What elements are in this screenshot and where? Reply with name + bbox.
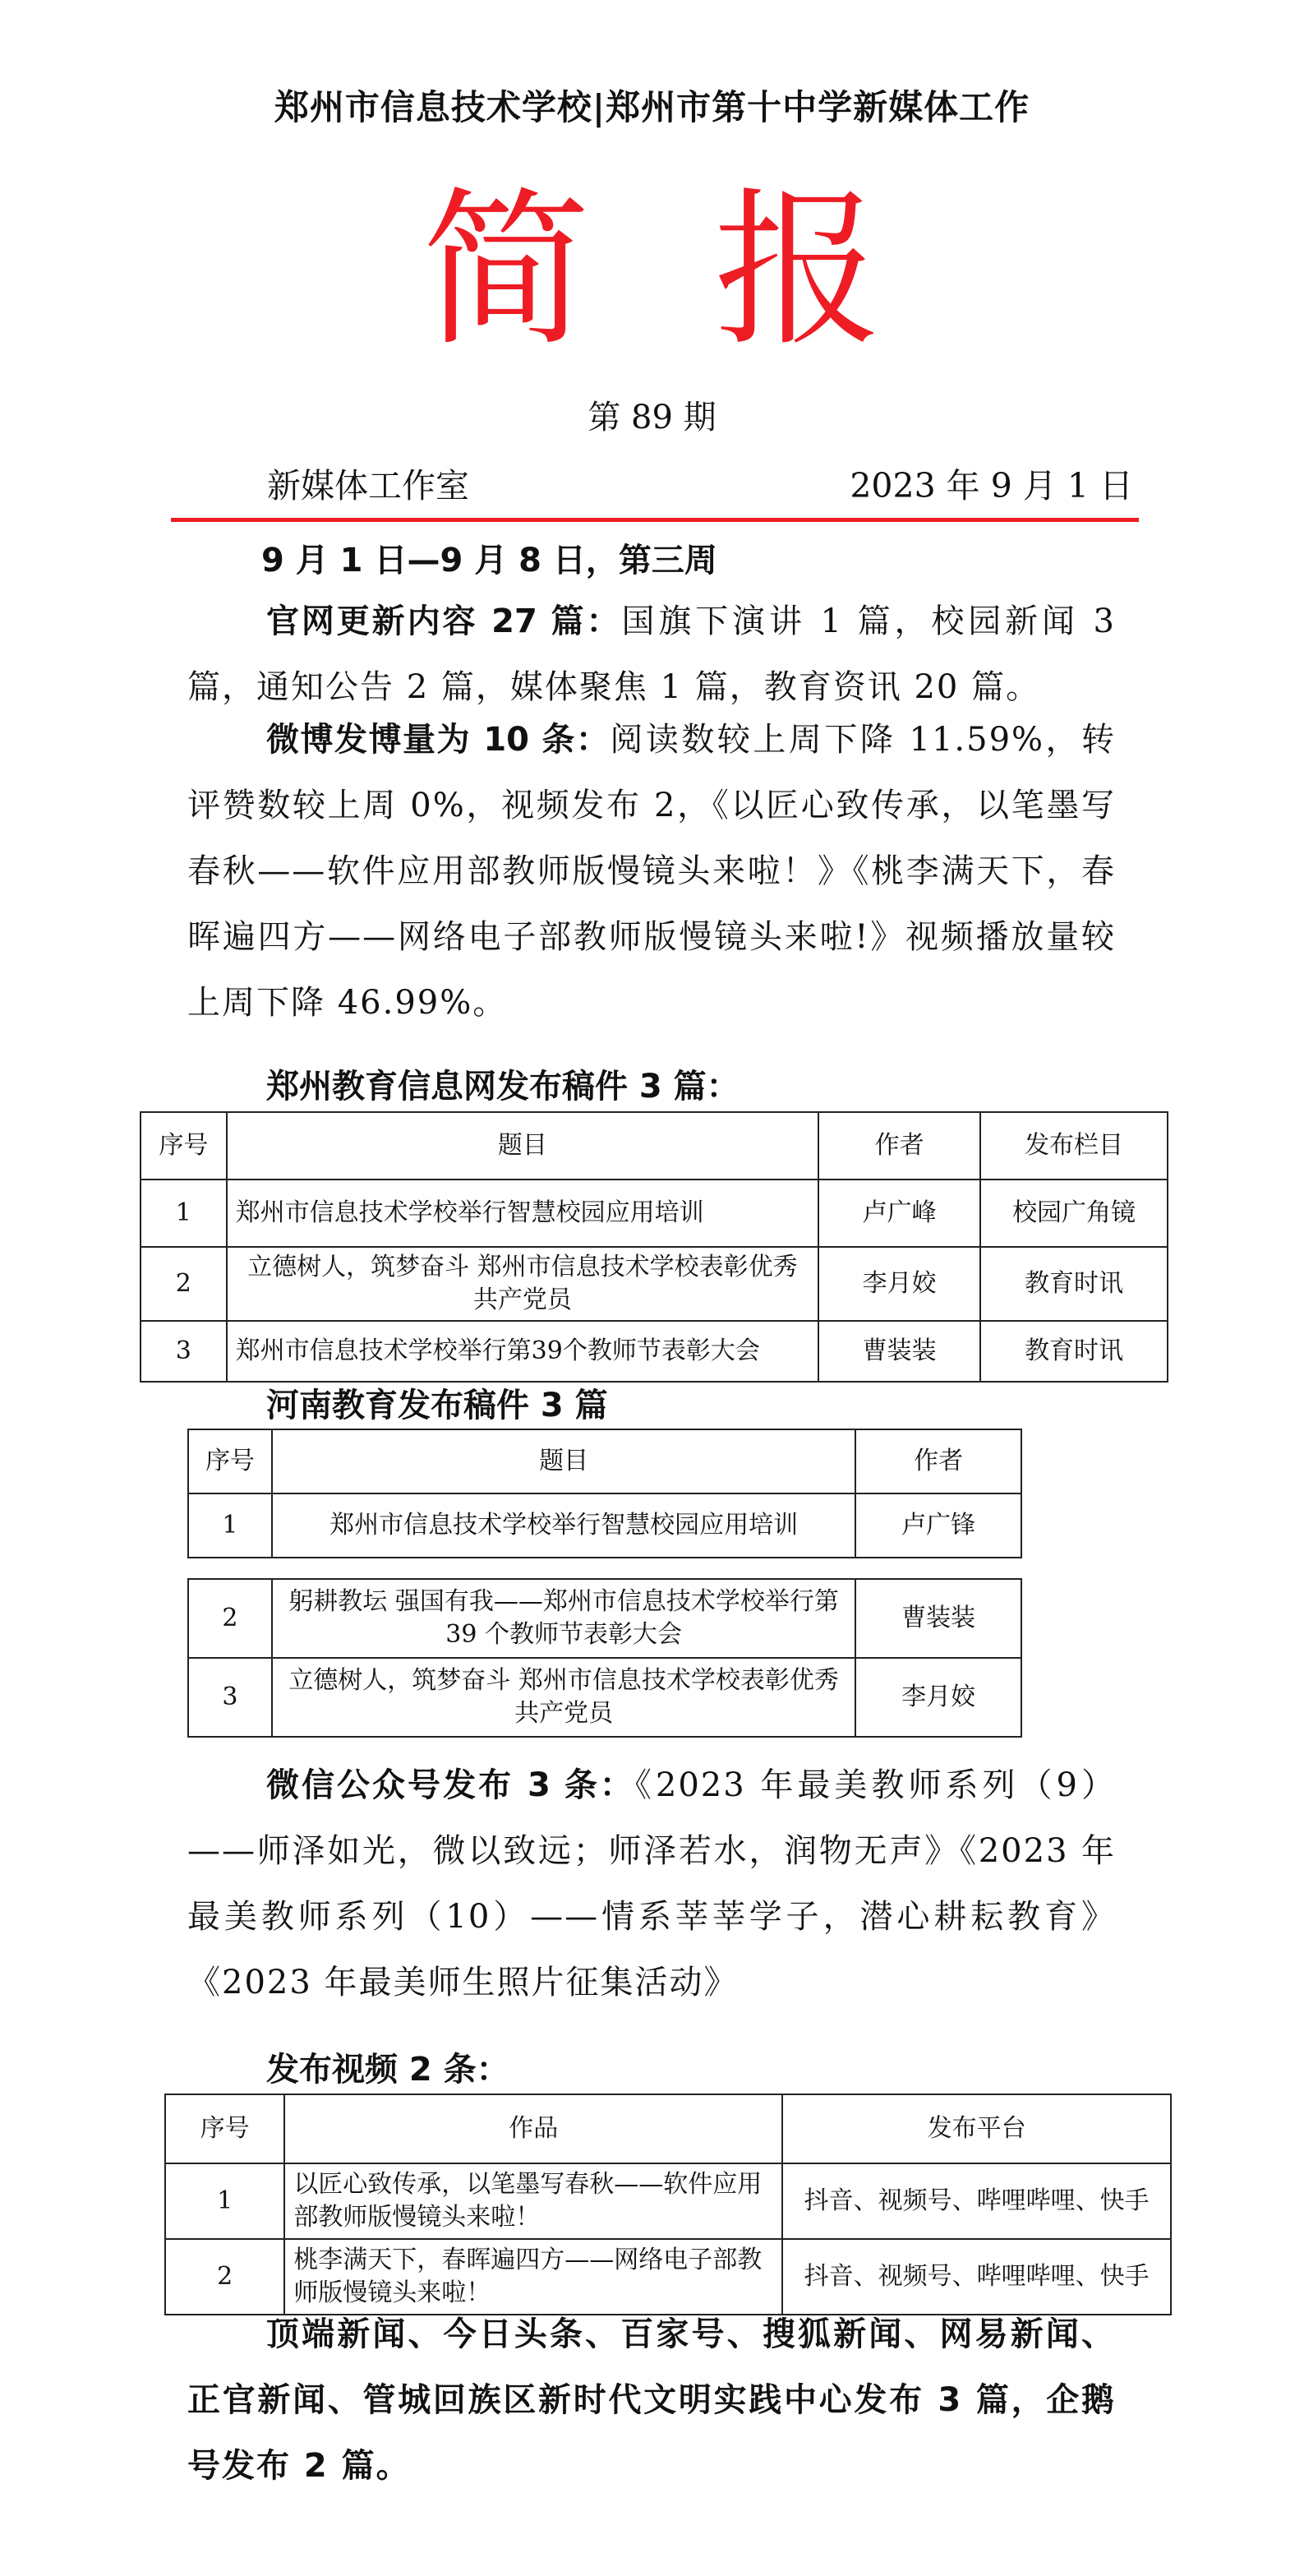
news-text: 顶端新闻、今日头条、百家号、搜狐新闻、网易新闻、正官新闻、管城回族区新时代文明实践中心发布 3 篇，企鹅号发布 2 篇。 [187,2315,1116,2485]
table-cell: 教育时讯 [980,1247,1168,1321]
table-cell: 曹装装 [818,1321,980,1382]
report-date: 2023 年 9 月 1 日 [850,466,1133,506]
column-header: 发布栏目 [980,1112,1168,1180]
week-range: 9 月 1 日—9 月 8 日，第三周 [261,542,717,579]
table-cell: 1 [141,1180,227,1247]
column-header: 作者 [818,1112,980,1180]
column-header: 作品 [284,2094,782,2163]
table-cell: 郑州市信息技术学校举行智慧校园应用培训 [272,1493,855,1558]
weibo-text: 阅读数较上周下降 11.59%，转评赞数较上周 0%，视频发布 2，《以匠心致传承，以笔墨写春秋——软件应用部教师版慢镜头来啦！》《桃李满天下，春晖遍四方——网络电子部教师版慢镜头来啦!》视频播放量较上周下降 46.99%。 [187,721,1117,1022]
column-header: 作者 [855,1429,1021,1493]
table-row [141,1180,1168,1247]
table-cell: 3 [188,1658,272,1737]
table-header-row [188,1429,1021,1493]
wechat-label: 微信公众号发布 3 条： [266,1766,635,1804]
table-cell: 郑州市信息技术学校举行第39个教师节表彰大会 [227,1321,818,1382]
red-divider [171,518,1139,522]
henan-edu-table [187,1429,1022,1558]
table-cell: 曹装装 [855,1579,1021,1658]
zz-edu-table [140,1111,1168,1383]
table-row [188,1658,1021,1737]
table-cell: 3 [141,1321,227,1382]
table-header-row [141,1112,1168,1180]
doc-title: 简报 [422,173,1006,369]
table-cell: 2 [165,2239,284,2315]
table-cell: 躬耕教坛 强国有我——郑州市信息技术学校举行第 39 个教师节表彰大会 [272,1579,856,1658]
website-text: 国旗下演讲 1 篇，校园新闻 3 篇，通知公告 2 篇，媒体聚焦 1 篇，教育资讯 20 篇。 [187,602,1117,706]
column-header: 序号 [188,1429,272,1493]
website-label: 官网更新内容 27 篇： [266,602,622,640]
table-cell: 2 [141,1247,227,1321]
table-cell: 桃李满天下，春晖遍四方——网络电子部教师版慢镜头来啦！ [284,2239,782,2315]
table-row [188,1579,1021,1658]
column-header: 题目 [272,1429,855,1493]
table-row [141,1321,1168,1382]
table-cell: 立德树人，筑梦奋斗 郑州市信息技术学校表彰优秀共产党员 [227,1247,818,1321]
table-cell: 立德树人，筑梦奋斗 郑州市信息技术学校表彰优秀共产党员 [272,1658,856,1737]
weibo-label: 微博发博量为 10 条： [266,721,611,759]
table-cell: 李月姣 [855,1658,1021,1737]
issue-number: 第 89 期 [587,399,717,436]
table-cell: 卢广峰 [818,1180,980,1247]
table-cell: 李月姣 [818,1247,980,1321]
column-header: 序号 [165,2094,284,2163]
column-header: 发布平台 [782,2094,1171,2163]
column-header: 题目 [227,1112,818,1180]
table-cell: 抖音、视频号、哔哩哔哩、快手 [782,2239,1171,2315]
table-row [141,1247,1168,1321]
table-cell: 郑州市信息技术学校举行智慧校园应用培训 [227,1180,818,1247]
wechat-paragraph [187,1752,1116,2015]
table-cell: 抖音、视频号、哔哩哔哩、快手 [782,2163,1171,2239]
doc-header: 郑州市信息技术学校|郑州市第十中学新媒体工作 [274,87,1030,127]
table-cell: 以匠心致传承，以笔墨写春秋——软件应用部教师版慢镜头来啦！ [284,2163,782,2239]
column-header: 序号 [141,1112,227,1180]
website-paragraph [187,589,1116,720]
videos-table [164,2094,1172,2315]
table-cell: 卢广锋 [855,1493,1021,1558]
table-cell: 教育时讯 [980,1321,1168,1382]
table-cell: 1 [188,1493,272,1558]
table-cell: 2 [188,1579,272,1658]
table-row [188,1493,1021,1558]
videos-heading: 发布视频 2 条： [266,2051,509,2089]
zz-edu-heading: 郑州教育信息网发布稿件 3 篇： [266,1068,740,1106]
table-cell: 校园广角镜 [980,1180,1168,1247]
wechat-text: 《2023 年最美教师系列（9）——师泽如光，微以致远；师泽若水，润物无声》《2023 年最美教师系列（10）——情系莘莘学子，潜心耕耘教育》《2023 年最美师生照片征集活动》 [187,1766,1116,2001]
news-paragraph [187,2301,1116,2499]
table-header-row [165,2094,1171,2163]
henan-edu-table-continued [187,1578,1022,1738]
table-cell: 1 [165,2163,284,2239]
henan-edu-heading: 河南教育发布稿件 3 篇 [266,1387,608,1424]
table-row [165,2163,1171,2239]
weibo-paragraph [187,707,1116,1036]
department: 新媒体工作室 [267,466,469,506]
